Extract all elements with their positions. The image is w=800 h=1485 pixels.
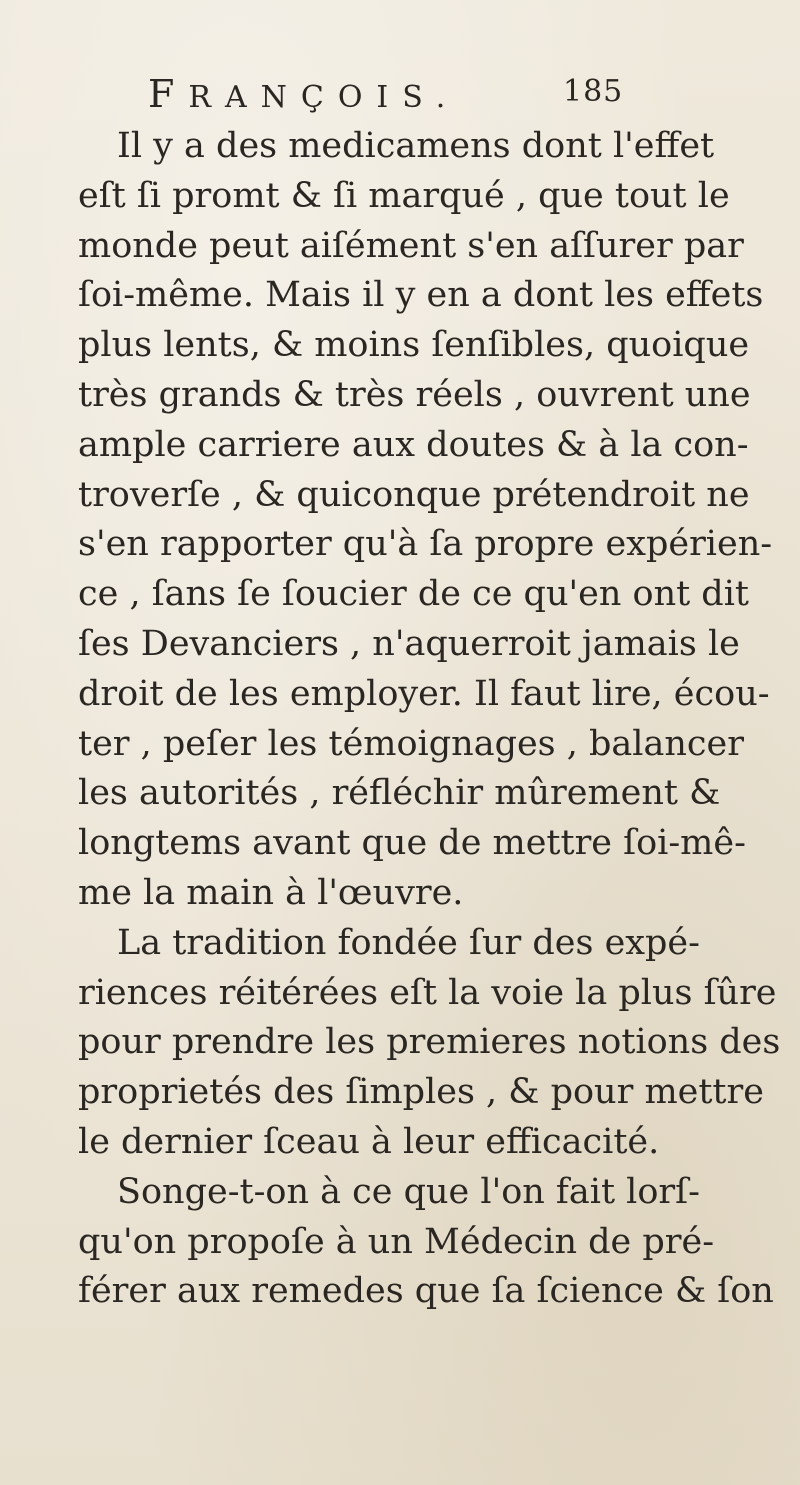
text-line: le dernier ſceau à leur efficacité.	[78, 1122, 660, 1162]
text-line: troverſe , & quiconque prétendroit ne	[78, 474, 750, 515]
text-line: monde peut aiſément s'en aſſurer par	[78, 225, 744, 266]
text-line: La tradition fondée ſur des expé-	[117, 922, 700, 963]
text-line: ample carriere aux doutes & à la con-	[78, 424, 749, 465]
page-header	[148, 72, 648, 122]
text-line: ſes Devanciers , n'aquerroit jamais le	[78, 624, 740, 664]
text-line: pour prendre les premieres notions des	[78, 1022, 781, 1063]
text-line: proprietés des ſimples , & pour mettre	[78, 1072, 764, 1113]
text-line: s'en rapporter qu'à ſa propre expérien-	[78, 524, 773, 565]
text-line: plus lents, & moins ſenſibles, quoique	[78, 325, 750, 366]
text-line: eſt ſi promt & ſi marqué , que tout le	[78, 175, 730, 216]
text-line: Il y a des medicamens dont l'effet	[117, 126, 715, 166]
text-line: me la main à l'œuvre.	[78, 873, 464, 913]
text-line: très grands & très réels , ouvrent une	[78, 375, 751, 415]
text-line: Songe-t-on à ce que l'on fait lorſ-	[117, 1171, 700, 1212]
text-line: ce , ſans ſe ſoucier de ce qu'en ont dit	[78, 574, 749, 615]
text-line: ter , peſer les témoignages , balancer	[78, 723, 744, 764]
text-line: droit de les employer. Il faut lire, écou-	[78, 673, 770, 714]
text-line: les autorités , réfléchir mûrement &	[78, 773, 721, 814]
text-line: riences réitérées eſt la voie la plus ſûre	[78, 972, 777, 1013]
running-head: FRANÇOIS.	[148, 72, 460, 116]
text-line: ſoi-même. Mais il y en a dont les effets	[78, 275, 764, 316]
text-line: férer aux remedes que ſa ſcience & ſon	[78, 1271, 774, 1312]
text-line: longtems avant que de mettre ſoi-mê-	[78, 823, 746, 864]
text-line: qu'on propoſe à un Médecin de pré-	[78, 1221, 715, 1262]
page-number: 185	[563, 74, 624, 109]
